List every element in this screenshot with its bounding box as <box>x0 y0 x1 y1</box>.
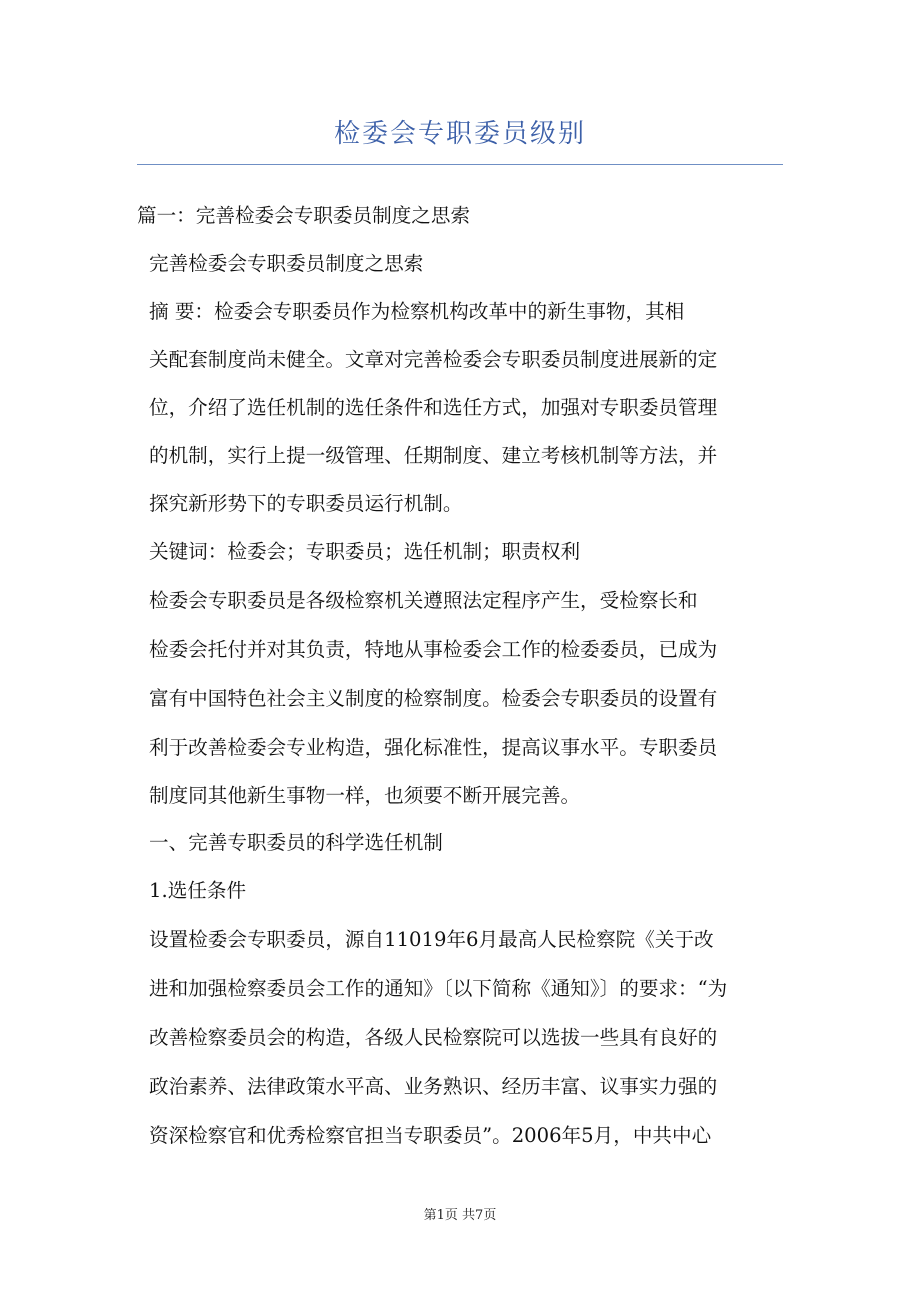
paragraph-line-10: 检委会托付并对其负责，特地从事检委会工作的检委委员，已成为 <box>149 638 718 661</box>
paragraph-line-14: 一、完善专职委员的科学选任机制 <box>149 831 443 854</box>
paragraph-line-9: 检委会专职委员是各级检察机关遵照法定程序产生，受检察长和 <box>149 589 698 612</box>
title-underline <box>137 164 783 165</box>
paragraph-line-19: 政治素养、法律政策水平高、业务熟识、经历丰富、议事实力强的 <box>149 1075 718 1098</box>
paragraph-line-15: 1.选任条件 <box>149 879 247 902</box>
document-title: 检委会专职委员级别 <box>333 119 586 149</box>
paragraph-line-20: 资深检察官和优秀检察官担当专职委员”。2006年5月，中共中心 <box>149 1124 712 1147</box>
paragraph-line-12: 利于改善检委会专业构造，强化标准性，提高议事水平。专职委员 <box>149 736 718 759</box>
page-number-footer: 第1页 共7页 <box>423 1208 497 1223</box>
paragraph-line-7: 探究新形势下的专职委员运行机制。 <box>149 492 463 515</box>
paragraph-line-4: 关配套制度尚未健全。文章对完善检委会专职委员制度进展新的定 <box>149 348 718 371</box>
paragraph-line-13: 制度同其他新生事物一样，也须要不断开展完善。 <box>149 784 581 807</box>
paragraph-line-2: 完善检委会专职委员制度之思索 <box>149 252 424 275</box>
paragraph-line-16: 设置检委会专职委员，源自11019年6月最高人民检察院《关于改 <box>149 928 714 951</box>
paragraph-line-17: 进和加强检察委员会工作的通知》〔以下简称《通知》〕的要求：“为 <box>149 977 728 1000</box>
paragraph-line-8: 关键词：检委会；专职委员；选任机制；职责权利 <box>149 540 581 563</box>
paragraph-line-6: 的机制，实行上提一级管理、任期制度、建立考核机制等方法，并 <box>149 444 718 467</box>
paragraph-line-18: 改善检察委员会的构造，各级人民检察院可以选拔一些具有良好的 <box>149 1026 718 1049</box>
paragraph-line-5: 位，介绍了选任机制的选任条件和选任方式，加强对专职委员管理 <box>149 396 718 419</box>
paragraph-line-1: 篇一：完善检委会专职委员制度之思索 <box>137 204 471 227</box>
paragraph-line-3: 摘 要：检委会专职委员作为检察机构改革中的新生事物，其相 <box>149 300 685 323</box>
paragraph-line-11: 富有中国特色社会主义制度的检察制度。检委会专职委员的设置有 <box>149 687 718 710</box>
